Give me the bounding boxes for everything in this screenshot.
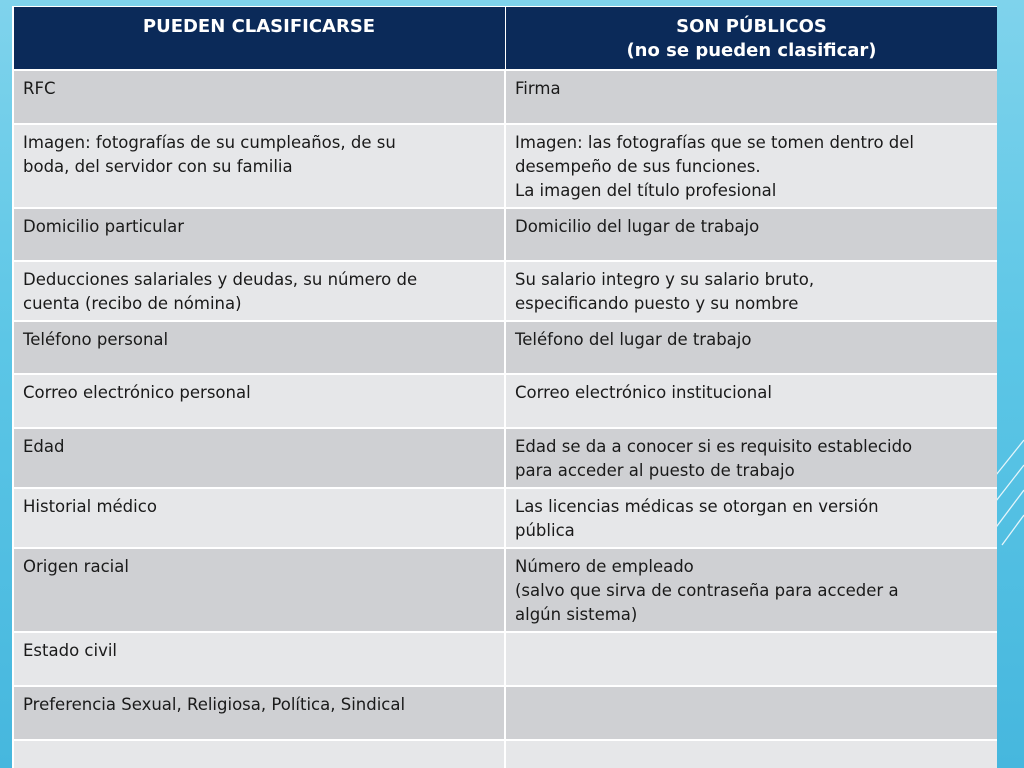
cell-classifiable: [13, 321, 505, 374]
cell-public: [505, 740, 997, 768]
cell-public: [505, 124, 997, 208]
table-row: [13, 686, 997, 740]
cell-classifiable: [13, 548, 505, 632]
cell-text-line: Su salario integro y su salario bruto,: [515, 270, 815, 289]
cell-text-line: para acceder al puesto de trabajo: [515, 461, 795, 480]
cell-text-line: Las licencias médicas se otorgan en versión: [515, 497, 879, 516]
cell-text-line: Teléfono personal: [23, 330, 169, 349]
cell-text-line: desempeño de sus funciones.: [515, 157, 761, 176]
header-label: PUEDEN CLASIFICARSE: [142, 16, 376, 37]
table-row: [13, 70, 997, 124]
classification-table: [12, 6, 997, 768]
header-sublabel: (no se pueden clasificar): [626, 40, 877, 61]
cell-text-line: Origen racial: [23, 557, 129, 576]
table-row: [13, 740, 997, 768]
cell-classifiable: [13, 208, 505, 261]
table-row: [13, 261, 997, 321]
cell-text-line: boda, del servidor con su familia: [23, 157, 293, 176]
cell-public: [505, 261, 997, 321]
classification-table-container: [12, 6, 997, 768]
cell-text-line: pública: [515, 521, 575, 540]
cell-text-line: Imagen: fotografías de su cumpleaños, de su: [23, 133, 396, 152]
header-pueden-clasificarse: [13, 7, 505, 71]
cell-public: [505, 70, 997, 124]
cell-classifiable: [13, 124, 505, 208]
cell-classifiable: [13, 632, 505, 686]
table-body: [13, 70, 997, 768]
cell-text-line: RFC: [23, 79, 56, 98]
cell-text-line: Teléfono del lugar de trabajo: [515, 330, 752, 349]
cell-public: [505, 374, 997, 428]
cell-public: [505, 428, 997, 488]
cell-text-line: Correo electrónico institucional: [515, 383, 772, 402]
cell-text-line: Estado civil: [23, 641, 118, 660]
table-row: [13, 428, 997, 488]
table-row: [13, 632, 997, 686]
cell-text-line: Número de empleado: [515, 557, 694, 576]
cell-text-line: (salvo que sirva de contraseña para acceder a: [515, 581, 899, 600]
cell-text-line: cuenta (recibo de nómina): [23, 294, 242, 313]
cell-public: [505, 488, 997, 548]
table-row: [13, 208, 997, 261]
cell-text-line: Edad: [23, 437, 65, 456]
table-row: [13, 321, 997, 374]
cell-public: [505, 632, 997, 686]
cell-text-line: La imagen del título profesional: [515, 181, 777, 200]
cell-classifiable: [13, 488, 505, 548]
cell-classifiable: [13, 70, 505, 124]
cell-public: [505, 686, 997, 740]
table-header-row: [13, 7, 997, 71]
cell-text-line: algún sistema): [515, 605, 638, 624]
cell-text-line: Domicilio particular: [23, 217, 185, 236]
cell-classifiable: [13, 428, 505, 488]
cell-classifiable: [13, 740, 505, 768]
cell-public: [505, 548, 997, 632]
cell-text-line: Firma: [515, 79, 561, 98]
cell-classifiable: [13, 261, 505, 321]
cell-text-line: Deducciones salariales y deudas, su número de: [23, 270, 418, 289]
table-row: [13, 374, 997, 428]
cell-text-line: Historial médico: [23, 497, 157, 516]
header-son-publicos: [505, 7, 997, 71]
cell-text-line: especificando puesto y su nombre: [515, 294, 799, 313]
table-row: [13, 124, 997, 208]
header-label: SON PÚBLICOS: [676, 16, 827, 37]
cell-text-line: Edad se da a conocer si es requisito establecido: [515, 437, 913, 456]
cell-public: [505, 208, 997, 261]
cell-text-line: Domicilio del lugar de trabajo: [515, 217, 760, 236]
cell-classifiable: [13, 686, 505, 740]
cell-text-line: Correo electrónico personal: [23, 383, 251, 402]
table-row: [13, 488, 997, 548]
cell-classifiable: [13, 374, 505, 428]
cell-public: [505, 321, 997, 374]
table-row: [13, 548, 997, 632]
cell-text-line: Imagen: las fotografías que se tomen dentro del: [515, 133, 914, 152]
cell-text-line: Preferencia Sexual, Religiosa, Política, Sindical: [23, 695, 406, 714]
